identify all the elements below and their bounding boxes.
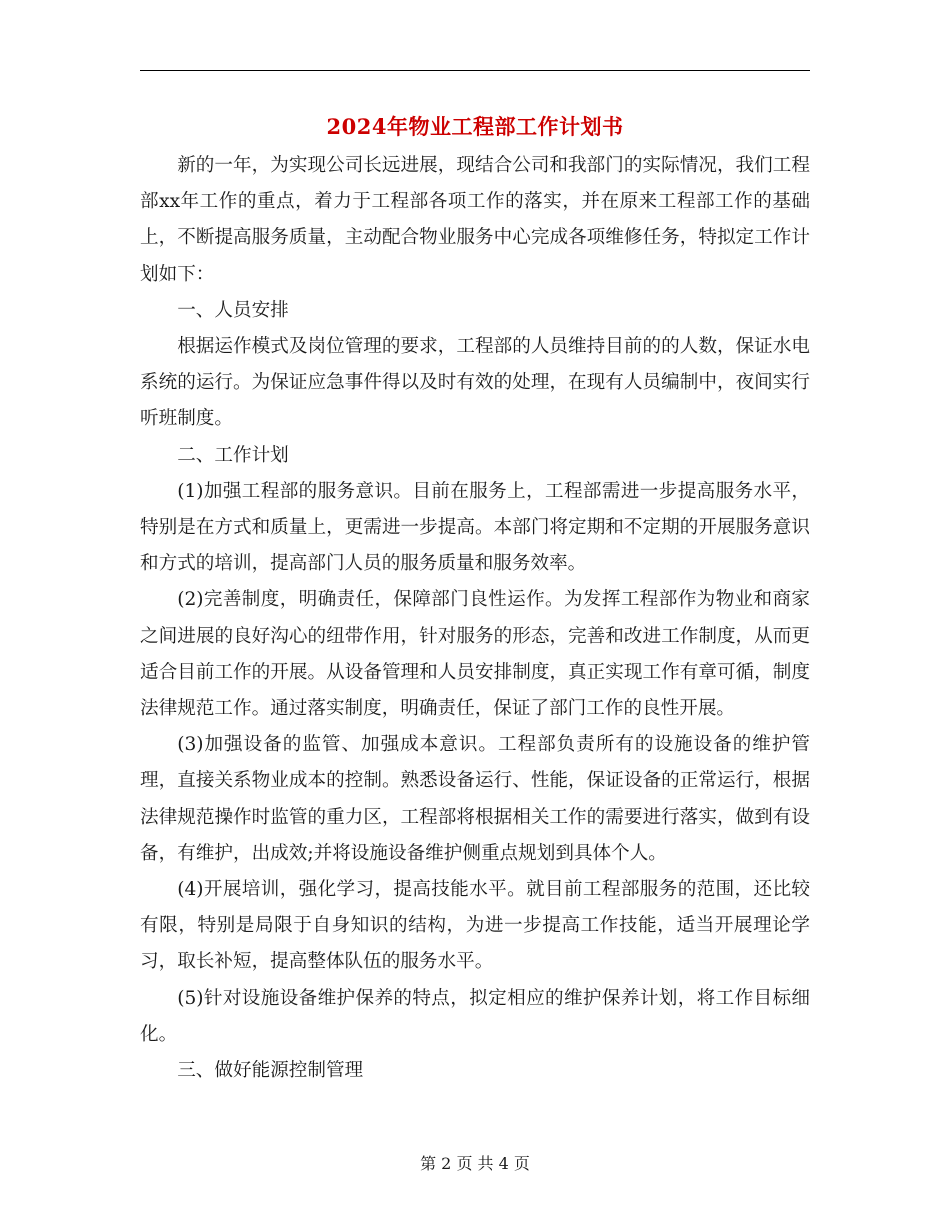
paragraph-plan-item-5: (5)针对设施设备维护保养的特点，拟定相应的维护保养计划，将工作目标细化。: [140, 987, 810, 1045]
page-number-footer: 第 2 页 共 4 页: [420, 1154, 530, 1173]
paragraph-plan-item-3: (3)加强设备的监管、加强成本意识。工程部负责所有的设施设备的维护管理，直接关系物业成本的控制。熟悉设备运行、性能，保证设备的正常运行，根据法律规范操作时监管的重力区，工程部将根据相关工作的需要进行落实，做到有设备，有维护，出成效;并将设施设备维护侧重点规划到具体个人。: [140, 734, 810, 864]
document-title: 2024年物业工程部工作计划书: [326, 114, 624, 139]
paragraph-plan-item-1: (1)加强工程部的服务意识。目前在服务上，工程部需进一步提高服务水平，特别是在方式和质量上，更需进一步提高。本部门将定期和不定期的开展服务意识和方式的培训，提高部门人员的服务质量和服务效率。: [140, 480, 810, 575]
paragraph-intro: 新的一年，为实现公司长远进展，现结合公司和我部门的实际情况，我们工程部xx年工作的重点，着力于工程部各项工作的落实，并在原来工程部工作的基础上，不断提高服务质量，主动配合物业服务中心完成各项维修任务，特拟定工作计划如下：: [140, 155, 810, 285]
paragraph-plan-item-4: (4)开展培训，强化学习，提高技能水平。就目前工程部服务的范围，还比较有限，特别是局限于自身知识的结构，为进一步提高工作技能，适当开展理论学习，取长补短，提高整体队伍的服务水平。: [140, 879, 810, 973]
header-rule: [140, 70, 810, 71]
section-heading-work-plan: 二、工作计划: [177, 444, 289, 466]
document-body: [140, 148, 810, 1089]
paragraph-plan-item-2: (2)完善制度，明确责任，保障部门良性运作。为发挥工程部作为物业和商家之间进展的良好沟心的纽带作用，针对服务的形态，完善和改进工作制度，从而更适合目前工作的开展。从设备管理和人员安排制度，真正实现工作有章可循，制度法律规范工作。通过落实制度，明确责任，保证了部门工作的良性开展。: [140, 589, 810, 720]
section-heading-energy: 三、做好能源控制管理: [177, 1060, 364, 1082]
section-heading-personnel: 一、人员安排: [177, 299, 289, 321]
paragraph-personnel: 根据运作模式及岗位管理的要求，工程部的人员维持目前的的人数，保证水电系统的运行。为保证应急事件得以及时有效的处理，在现有人员编制中，夜间实行听班制度。: [140, 336, 810, 430]
